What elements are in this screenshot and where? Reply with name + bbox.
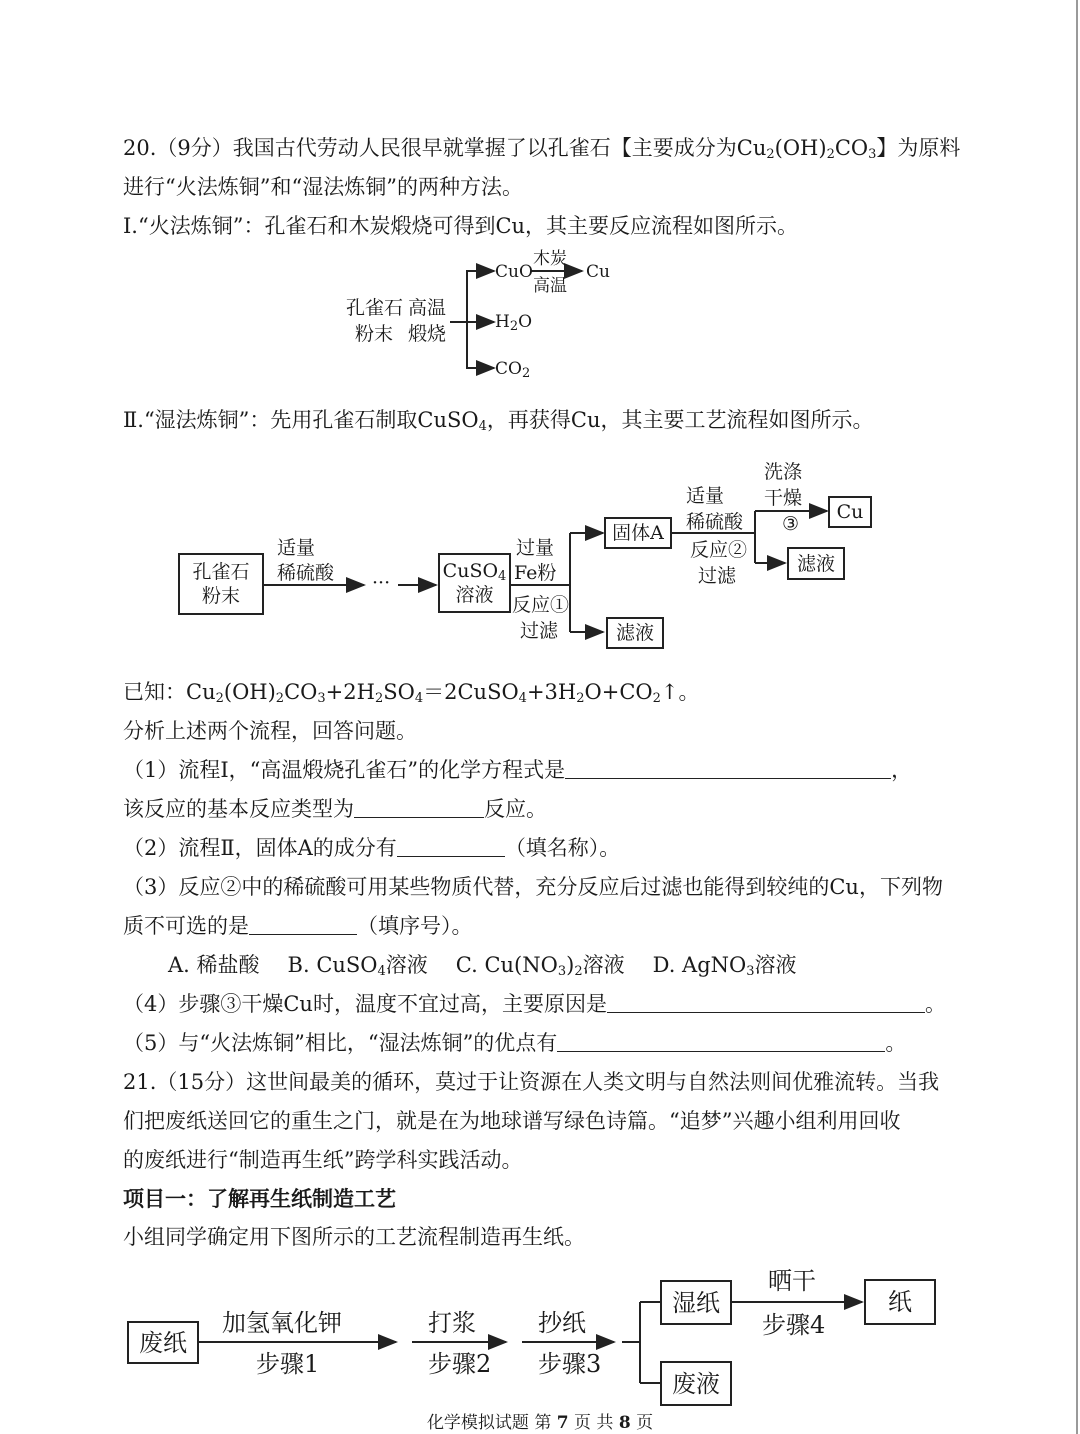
- d3-step3-bot: 步骤3: [538, 1350, 602, 1378]
- d2-wash1: 洗涤: [764, 461, 803, 483]
- d2-acid-top2: 稀硫酸: [686, 511, 744, 533]
- q20-sub4: （4）步骤③干燥Cu时，温度不宜过高，主要原因是 。: [123, 992, 946, 1016]
- d3-step1-top: 加氢氧化钾: [222, 1309, 342, 1337]
- d1-cu: Cu: [586, 262, 610, 282]
- d2-filtrate2-box: 滤液: [787, 547, 845, 580]
- d2-fe-bot2: 过滤: [520, 620, 559, 642]
- q20-part2-text: Ⅱ.“湿法炼铜”：先用孔雀石制取CuSO$_4$，再获得Cu，其主要工艺流程如图所示。: [123, 408, 874, 434]
- d1-cond2: 煅烧: [408, 323, 447, 345]
- d2-fe-top1: 过量: [516, 537, 555, 559]
- d1-co2: $CO_2$: [495, 359, 531, 381]
- d1-h2o: $H_2O$: [495, 312, 533, 334]
- d1-hightemp: 高温: [533, 276, 567, 296]
- q21-line2: 们把废纸送回它的重生之门，就是在为地球谱写绿色诗篇。“追梦”兴趣小组利用回收: [123, 1109, 901, 1133]
- q20-sub1: （1）流程Ⅰ，“高温煅烧孔雀石”的化学方程式是 ，: [123, 758, 913, 782]
- d3-waste-paper-box: 废纸: [127, 1321, 199, 1364]
- d2-wash3: ③: [782, 513, 800, 535]
- q21-line1: 21.（15分）这世间最美的循环，莫过于让资源在人类文明与自然法则间优雅流转。当我: [123, 1070, 940, 1094]
- d2-acid-top1: 适量: [686, 485, 725, 507]
- d3-paper-box: 纸: [864, 1279, 936, 1325]
- d2-arrow1-top1: 适量: [277, 537, 316, 559]
- q20-sub5: （5）与“火法炼铜”相比，“湿法炼铜”的优点有 。: [123, 1031, 907, 1055]
- project1-heading: 项目一：了解再生纸制造工艺: [123, 1186, 396, 1211]
- page-footer: 化学模拟试题 第 7 页 共 8 页: [426, 1413, 654, 1433]
- q20-sub1b: 该反应的基本反应类型为 反应。: [123, 797, 547, 821]
- d2-fe-bot1: 反应①: [512, 594, 570, 616]
- q21-line3: 的废纸进行“制造再生纸”跨学科实践活动。: [123, 1148, 523, 1172]
- q20-sub2: （2）流程Ⅱ，固体A的成分有 （填名称）。: [123, 836, 621, 860]
- q20-part1-text: Ⅰ.“火法炼铜”：孔雀石和木炭煅烧可得到Cu，其主要反应流程如图所示。: [123, 214, 799, 238]
- d3-step2-bot: 步骤2: [428, 1350, 492, 1378]
- d2-acid-bot1: 反应②: [690, 539, 748, 561]
- d2-cu-box: Cu: [828, 496, 872, 528]
- d2-dots: ···: [372, 572, 391, 594]
- d3-wet-paper-box: 湿纸: [660, 1280, 732, 1325]
- d2-start-box: 孔雀石 粉末: [178, 553, 264, 615]
- q20-line1: 20.（9分）我国古代劳动人民很早就掌握了以孔雀石【主要成分为$Cu_2(OH)_2CO_3$】为原料: [123, 136, 961, 162]
- d1-raw: 孔雀石: [346, 297, 404, 319]
- d3-step1-bot: 步骤1: [256, 1350, 320, 1378]
- option-b: B. CuSO$_4$溶液: [287, 953, 428, 979]
- q20-sub3b: 质不可选的是 （填序号）。: [123, 914, 473, 938]
- q20-line2: 进行“火法炼铜”和“湿法炼铜”的两种方法。: [123, 175, 523, 199]
- d1-cuo: CuO: [495, 262, 533, 282]
- analyze-text: 分析上述两个流程，回答问题。: [123, 719, 417, 743]
- d1-raw2: 粉末: [355, 323, 394, 345]
- d2-wash2: 干燥: [764, 487, 803, 509]
- d2-filtrate1-box: 滤液: [606, 617, 664, 649]
- d3-step4-top: 晒干: [768, 1267, 816, 1295]
- d2-acid-bot2: 过滤: [698, 565, 737, 587]
- d3-step2-top: 打浆: [428, 1309, 476, 1337]
- d1-charcoal: 木炭: [533, 249, 567, 269]
- d2-arrow1-top2: 稀硫酸: [277, 562, 335, 584]
- d3-step3-top: 抄纸: [538, 1309, 586, 1337]
- q21-intro: 小组同学确定用下图所示的工艺流程制造再生纸。: [123, 1225, 585, 1249]
- option-d: D. AgNO$_3$溶液: [652, 953, 797, 979]
- d2-solid-a-box: 固体A: [604, 517, 672, 549]
- option-c: C. $Cu(NO_3)_2$溶液: [455, 953, 625, 979]
- d3-step4-bot: 步骤4: [762, 1311, 826, 1339]
- d3-waste-liquid-box: 废液: [660, 1361, 732, 1406]
- d1-cond1: 高温: [408, 297, 447, 319]
- option-a: A. 稀盐酸: [168, 953, 260, 977]
- d2-fe-top2: Fe粉: [514, 562, 557, 584]
- d2-cuso4-box: CuSO$_4$ 溶液: [438, 553, 511, 613]
- known-equation: 已知：$Cu_2(OH)_2CO_3+2H_2SO_4=2CuSO_4+3H_2O+CO_2↑$。: [123, 680, 700, 706]
- q20-sub3a: （3）反应②中的稀硫酸可用某些物质代替，充分反应后过滤也能得到较纯的Cu，下列物: [123, 875, 943, 899]
